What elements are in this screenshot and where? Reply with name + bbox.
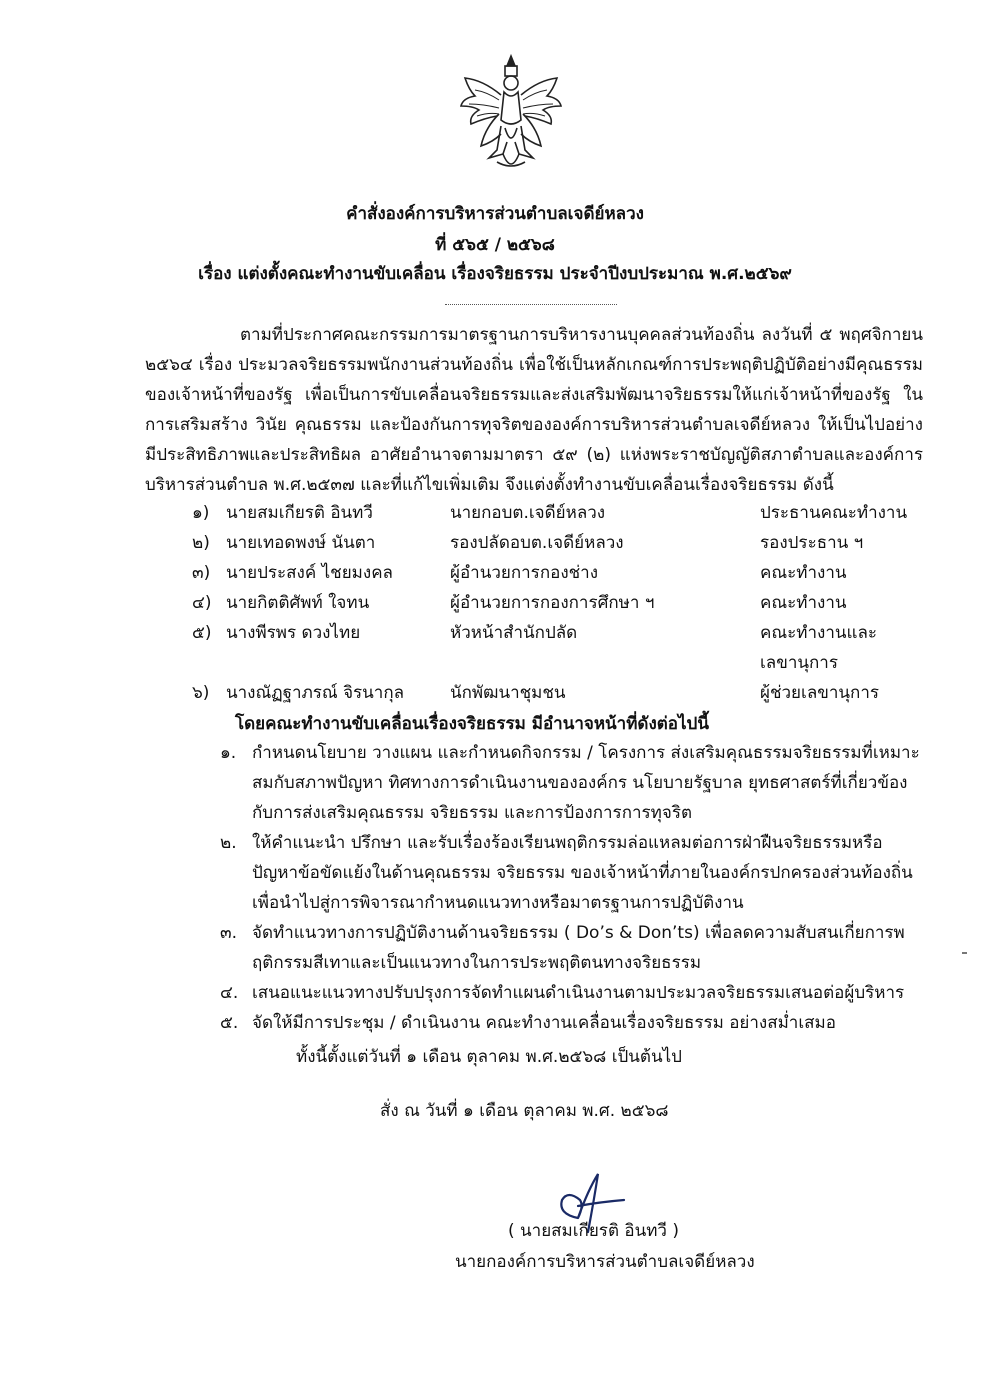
member-name: นายเทอดพงษ์ นันตา [226, 533, 376, 553]
duty-item [0, 978, 990, 1008]
signer-name: ( นายสมเกียรติ อินทวี ) [508, 1221, 680, 1241]
header-divider [445, 304, 617, 305]
duty-item [0, 918, 990, 978]
member-row [0, 678, 990, 708]
member-list [0, 498, 990, 708]
duty-number: ๒. [220, 833, 237, 853]
duty-number: ๓. [220, 923, 238, 943]
member-name: นายสมเกียรติ อินทวี [226, 503, 373, 523]
duty-list [0, 738, 990, 1038]
effective-date: ทั้งนี้ตั้งแต่วันที่ ๑ เดือน ตุลาคม พ.ศ.๒๕๖๘ เป็นต้นไป [296, 1047, 682, 1067]
duty-number: ๔. [220, 983, 239, 1003]
member-number: ๖) [192, 683, 210, 703]
member-number: ๑) [192, 503, 210, 523]
member-row [0, 528, 990, 558]
duty-number: ๕. [220, 1013, 239, 1033]
member-row [0, 498, 990, 528]
intro-body: ๒๕๖๔ เรื่อง ประมวลจริยธรรมพนักงานส่วนท้องถิ่น เพื่อใช้เป็นหลักเกณฑ์การประพฤติปฏิบัติอย่างมีคุณธรรมของเจ้าหน้าที่ของรัฐ เพื่อเป็นการขับเคลื่อนจริยธรรมและส่งเสริมพัฒนาจริยธรรมให้แก่เจ้าหน้าที่ของรัฐ ในการเสริมสร้าง วินัย คุณธรรม และป้องกันการทุจริตขององค์การบริหารส่วนตำบลเจดีย์หลวง ให้เป็นไปอย่างมีประสิทธิภาพและประสิทธิผล อาศัยอำนาจตามมาตรา ๕๙ (๒) แห่งพระราชบัญญัติสภาตำบลและองค์การบริหารส่วนตำบล พ.ศ.๒๕๓๗ และที่แก้ไขเพิ่มเติม จึงแต่งตั้งทำงานขับเคลื่อนเรื่องจริยธรรม ดังนี้ [145, 355, 923, 495]
order-title: คำสั่งองค์การบริหารส่วนตำบลเจดีย์หลวง [346, 204, 644, 224]
member-role: ประธานคณะทำงาน [760, 503, 908, 523]
member-position: นายกอบต.เจดีย์หลวง [450, 503, 606, 523]
member-position: ผู้อำนวยการกองช่าง [450, 563, 599, 583]
duty-text: จัดให้มีการประชุม / ดำเนินงาน คณะทำงานเคลื่อนเรื่องจริยธรรม อย่างสม่ำเสมอ [252, 1013, 836, 1033]
member-number: ๓) [192, 563, 211, 583]
member-row [0, 618, 990, 678]
member-position: นักพัฒนาชุมชน [450, 683, 566, 703]
member-position: รองปลัดอบต.เจดีย์หลวง [450, 533, 624, 553]
duty-item [0, 828, 990, 918]
member-role: ผู้ช่วยเลขานุการ [760, 683, 879, 703]
member-name: นางพีรพร ดวงไทย [226, 623, 361, 643]
member-row [0, 588, 990, 618]
intro-paragraph [145, 320, 923, 500]
member-role: คณะทำงานและเลขานุการ [760, 623, 877, 673]
scan-mark [962, 952, 967, 954]
member-position: ผู้อำนวยการกองการศึกษา ฯ [450, 593, 655, 613]
order-subject: เรื่อง แต่งตั้งคณะทำงานขับเคลื่อน เรื่องจริยธรรม ประจำปีงบประมาณ พ.ศ.๒๕๖๙ [198, 264, 792, 284]
duty-text: จัดทำแนวทางการปฏิบัติงานด้านจริยธรรม ( Do’s & Don’ts) เพื่อลดความสับสนเกี่ยการพฤติกรรมสีเทาและเป็นแนวทางในการประพฤติตนทางจริยธรรม [252, 923, 905, 973]
intro-first-line: ตามที่ประกาศคณะกรรมการมาตรฐานการบริหารงานบุคคลส่วนท้องถิ่น ลงวันที่ ๕ พฤศจิกายน [240, 325, 923, 345]
member-name: นางณัฏฐาภรณ์ จิรนากุล [226, 683, 405, 703]
order-date: สั่ง ณ วันที่ ๑ เดือน ตุลาคม พ.ศ. ๒๕๖๘ [380, 1101, 669, 1121]
member-row [0, 558, 990, 588]
duty-number: ๑. [220, 743, 237, 763]
member-position: หัวหน้าสำนักปลัด [450, 623, 578, 643]
order-number: ที่ ๕๖๕ / ๒๕๖๘ [435, 235, 555, 255]
member-role: รองประธาน ฯ [760, 533, 864, 553]
duty-item [0, 1008, 990, 1038]
member-name: นายกิตติศัพท์ ใจทน [226, 593, 370, 613]
duties-heading: โดยคณะทำงานขับเคลื่อนเรื่องจริยธรรม มีอำนาจหน้าที่ดังต่อไปนี้ [235, 714, 709, 734]
duty-text: กำหนดนโยบาย วางแผน และกำหนดกิจกรรม / โครงการ ส่งเสริมคุณธรรมจริยธรรมที่เหมาะสมกับสภาพปัญหา ทิศทางการดำเนินงานขององค์กร นโยบายรัฐบาล ยุทธศาสตร์ที่เกี่ยวข้องกับการส่งเสริมคุณธรรม จริยธรรม และการป้องการการทุจริต [252, 743, 920, 823]
member-name: นายประสงค์ ไชยมงคล [226, 563, 393, 583]
signer-position: นายกองค์การบริหารส่วนตำบลเจดีย์หลวง [455, 1252, 755, 1272]
garuda-emblem [455, 50, 567, 180]
duty-text: เสนอแนะแนวทางปรับปรุงการจัดทำแผนดำเนินงานตามประมวลจริยธรรมเสนอต่อผู้บริหาร [252, 983, 905, 1003]
member-number: ๒) [192, 533, 210, 553]
member-number: ๔) [192, 593, 212, 613]
duty-text: ให้คำแนะนำ ปรึกษา และรับเรื่องร้องเรียนพฤติกรรมล่อแหลมต่อการฝ่าฝืนจริยธรรมหรือปัญหาข้อขัดแย้งในด้านคุณธรรม จริยธรรม ของเจ้าหน้าที่ภายในองค์กรปกครองส่วนท้องถิ่น เพื่อนำไปสู่การพิจารณากำหนดแนวทางหรือมาตรฐานการปฏิบัติงาน [252, 833, 913, 913]
member-role: คณะทำงาน [760, 563, 847, 583]
member-role: คณะทำงาน [760, 593, 847, 613]
duty-item [0, 738, 990, 828]
member-number: ๕) [192, 623, 212, 643]
